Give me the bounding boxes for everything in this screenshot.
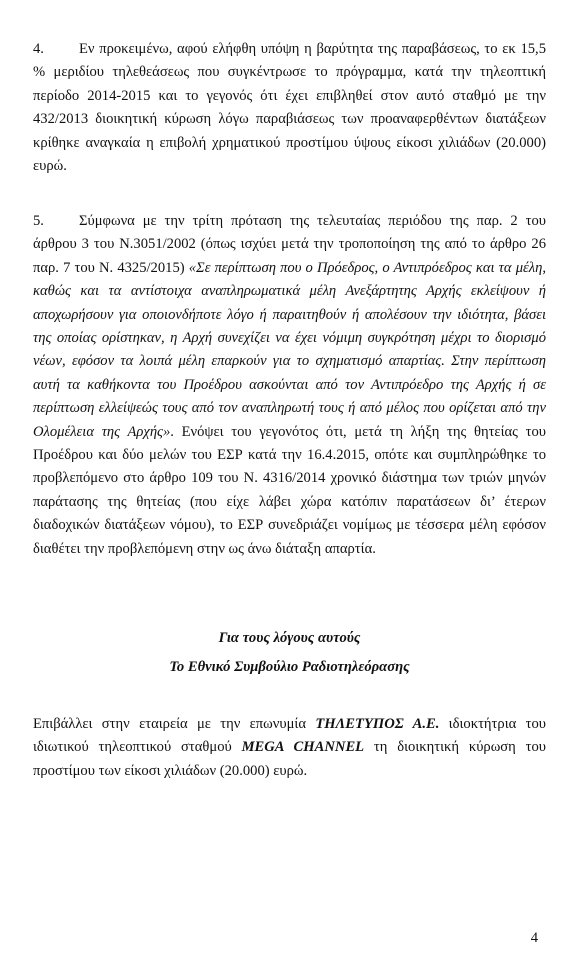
station-name: MEGA CHANNEL <box>241 739 365 756</box>
paragraph-5 <box>33 210 546 561</box>
paragraph-text: Εν προκειμένω, αφού ελήφθη υπόψη η βαρύτητα της παραβάσεως, το εκ 15,5 % μεριδίου τηλεθεάσεως που συγκέντρωσε το πρόγραμμα, κατά την τηλεοπτική περίοδο 2014-2015 και το γεγονός ότι έχει επιβληθεί στον αυτό σταθμό με την 432/2013 διοικητική κύρωση λόγω παραβιάσεως των προαναφερθέντων διατάξεων κρίθηκε αναγκαία η επιβολή χρηματικού προστίμου ύψους είκοσι χιλιάδων (20.000) ευρώ. <box>33 41 546 175</box>
decision-text-part3: τη διοικητική κύρωση του προστίμου των είκοσι χιλιάδων (20.000) ευρώ. <box>33 739 547 779</box>
page-number: 4 <box>530 930 538 946</box>
paragraph-intro-text: Σύμφωνα με την τρίτη πρόταση της τελευταίας περιόδου της παρ. 2 του άρθρου 3 του Ν.3051/2002 (όπως ισχύει μετά την τροποποίηση της από το άρθρο 26 παρ. 7 του Ν. 4325/2015) <box>33 213 546 276</box>
section-heading-council: Το Εθνικό Συμβούλιο Ραδιοτηλεόρασης <box>169 659 410 675</box>
legal-quote: «Σε περίπτωση που ο Πρόεδρος, ο Αντιπρόεδρος και τα μέλη, καθώς και τα αντίστοιχα αναπληρωματικά μέλη Ανεξάρτητης Αρχής εκλείψουν ή αποχωρήσουν για οποιονδήποτε λόγο ή παραιτηθούν ή απολέσουν την ιδιότητα, βάσει της οποίας ορίστηκαν, η Αρχή συνεχίζει να έχει νόμιμη συγκρότηση μέχρι το διορισμό νέων, εφόσον τα λοιπά μέλη επαρκούν για το σχηματισμό απαρτίας. Στην περίπτωση αυτή τα καθήκοντα του Προέδρου ασκούνται από τον Αντιπρόεδρο της Αρχής ή σε περίπτωση ελλείψεώς τους από τον αναπληρωτή τους ή από μέλος που ορίζεται από την Ολομέλεια της Αρχής» <box>33 259 546 440</box>
paragraph-number: 5. <box>33 213 44 229</box>
decision-paragraph <box>33 713 546 783</box>
decision-text-part1: Επιβάλλει στην εταιρεία με την επωνυμία <box>33 716 316 732</box>
paragraph-4 <box>33 38 546 178</box>
section-heading-reasons: Για τους λόγους αυτούς <box>218 630 361 646</box>
decision-text-part2: ιδιοκτήτρια του ιδιωτικού τηλεοπτικού σταθμού <box>33 716 546 756</box>
company-name: ΤΗΛΕΤΥΠΟΣ Α.Ε. <box>315 716 440 732</box>
paragraph-rest-text: . Ενόψει του γεγονότος ότι, μετά τη λήξη της θητείας του Προέδρου και δύο μελών του ΕΣΡ κατά την 16.4.2015, οπότε και συμπληρώθηκε το προβλεπόμενο στο άρθρο 109 του Ν. 4316/2014 χρονικό διάστημα των τριών μηνών παράτασης της θητείας (που είχε λάβει χώρα κατόπιν παρατάσεων δι’ έτερων διαδοχικών διατάξεων νόμου), το ΕΣΡ συνεδριάζει νομίμως με τέσσερα μέλη εφόσον διαθέτει την προβλεπόμενη στην ως άνω διάταξη απαρτία. <box>33 423 546 557</box>
paragraph-number: 4. <box>33 41 44 57</box>
